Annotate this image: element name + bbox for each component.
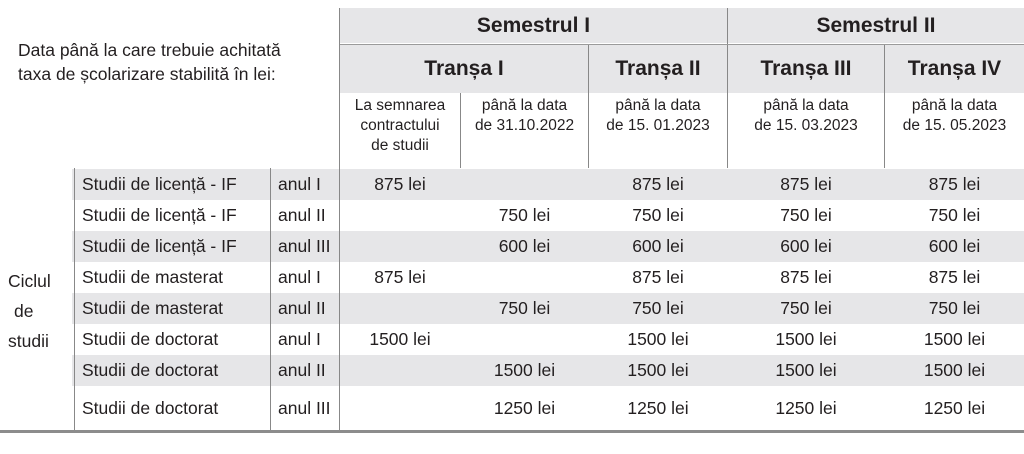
table-row	[72, 393, 1024, 424]
column-divider	[339, 8, 340, 430]
year-cell: anul II	[278, 360, 326, 380]
semester-divider	[727, 8, 728, 168]
cycle-cell: Studii de licență - IF	[82, 174, 237, 194]
year-cell: anul III	[278, 398, 331, 418]
header-divider	[588, 45, 589, 168]
fee-cell	[340, 200, 460, 231]
installment-2-title: Tranșa II	[615, 57, 701, 80]
semester-1-title: Semestrul I	[476, 13, 591, 37]
column-divider	[74, 168, 75, 430]
fee-cell: 750 lei	[632, 298, 684, 318]
row-group-label	[8, 266, 68, 356]
cycle-cell: Studii de masterat	[82, 267, 224, 287]
fee-cell: 875 lei	[374, 267, 426, 287]
installment-3-title: Tranșa III	[760, 57, 852, 80]
fee-cell: 1500 lei	[775, 360, 837, 380]
fee-cell: 750 lei	[498, 298, 551, 318]
year-cell: anul I	[278, 267, 321, 287]
fee-cell: 750 lei	[928, 298, 981, 318]
fee-cell: 1250 lei	[775, 398, 837, 418]
due-date-4: până la data de 15. 05.2023	[902, 97, 1007, 134]
row-group-label-line: studii	[8, 331, 49, 351]
cycle-cell: Studii de licență - IF	[82, 205, 237, 225]
due-date-signing: La semnarea contractului de studii	[354, 97, 446, 154]
header-rule	[340, 44, 1024, 45]
year-cell: anul I	[278, 329, 321, 349]
fee-cell: 1500 lei	[493, 360, 556, 380]
table-row	[72, 262, 1024, 293]
table-row	[72, 200, 1024, 231]
fee-cell: 1500 lei	[775, 329, 837, 349]
semester-2-title: Semestrul II	[816, 13, 936, 37]
fee-cell	[461, 324, 588, 355]
fee-cell: 1250 lei	[493, 398, 556, 418]
fee-cell: 750 lei	[498, 205, 551, 225]
fee-cell: 1500 lei	[369, 329, 431, 349]
table-row	[72, 231, 1024, 262]
fee-cell	[340, 293, 460, 324]
fee-cell	[461, 169, 588, 200]
fee-cell	[340, 393, 460, 424]
installment-4-title: Tranșa IV	[907, 57, 1002, 80]
fee-cell: 600 lei	[498, 236, 551, 256]
cycle-cell: Studii de masterat	[82, 298, 224, 318]
cycle-cell: Studii de doctorat	[82, 398, 219, 418]
year-cell: anul III	[278, 236, 331, 256]
table-row	[72, 355, 1024, 386]
row-group-label-line: Ciclul	[8, 271, 51, 291]
cycle-cell: Studii de licență - IF	[82, 236, 237, 256]
fee-cell: 1500 lei	[923, 360, 986, 380]
year-cell: anul II	[278, 298, 326, 318]
fee-cell: 750 lei	[928, 205, 981, 225]
fee-cell: 875 lei	[928, 174, 981, 194]
fee-cell: 875 lei	[928, 267, 981, 287]
table-row	[72, 324, 1024, 355]
fee-cell: 1500 lei	[627, 360, 689, 380]
fee-cell: 750 lei	[780, 298, 832, 318]
fee-cell: 1500 lei	[627, 329, 689, 349]
row-group-label-line: de	[14, 301, 34, 321]
fee-cell: 1250 lei	[923, 398, 986, 418]
fee-cell: 875 lei	[780, 267, 832, 287]
bottom-rule	[0, 430, 1024, 433]
cycle-cell: Studii de doctorat	[82, 360, 219, 380]
fee-cell: 1500 lei	[923, 329, 986, 349]
fee-cell	[340, 355, 460, 386]
fee-cell: 600 lei	[928, 236, 981, 256]
fee-cell: 600 lei	[632, 236, 684, 256]
table-row	[72, 293, 1024, 324]
header-divider	[460, 93, 461, 168]
year-cell: anul II	[278, 205, 326, 225]
fee-cell: 875 lei	[632, 174, 684, 194]
fee-cell: 1250 lei	[627, 398, 689, 418]
fee-cell	[340, 231, 460, 262]
year-cell: anul I	[278, 174, 321, 194]
column-divider	[270, 168, 271, 430]
fee-cell: 750 lei	[632, 205, 684, 225]
fee-cell: 875 lei	[780, 174, 832, 194]
table-row	[72, 169, 1024, 200]
fee-cell: 750 lei	[780, 205, 832, 225]
fee-cell: 875 lei	[632, 267, 684, 287]
due-date-1: până la data de 31.10.2022	[474, 97, 575, 134]
due-date-2: până la data de 15. 01.2023	[606, 97, 710, 134]
fee-cell: 875 lei	[374, 174, 426, 194]
header-divider	[884, 45, 885, 168]
due-date-3: până la data de 15. 03.2023	[754, 97, 858, 134]
fee-cell: 600 lei	[780, 236, 832, 256]
installment-1-title: Tranșa I	[424, 57, 504, 80]
fee-cell	[461, 262, 588, 293]
intro-text: Data până la care trebuie achitată taxa de școlarizare stabilită în lei:	[18, 40, 281, 84]
cycle-cell: Studii de doctorat	[82, 329, 219, 349]
